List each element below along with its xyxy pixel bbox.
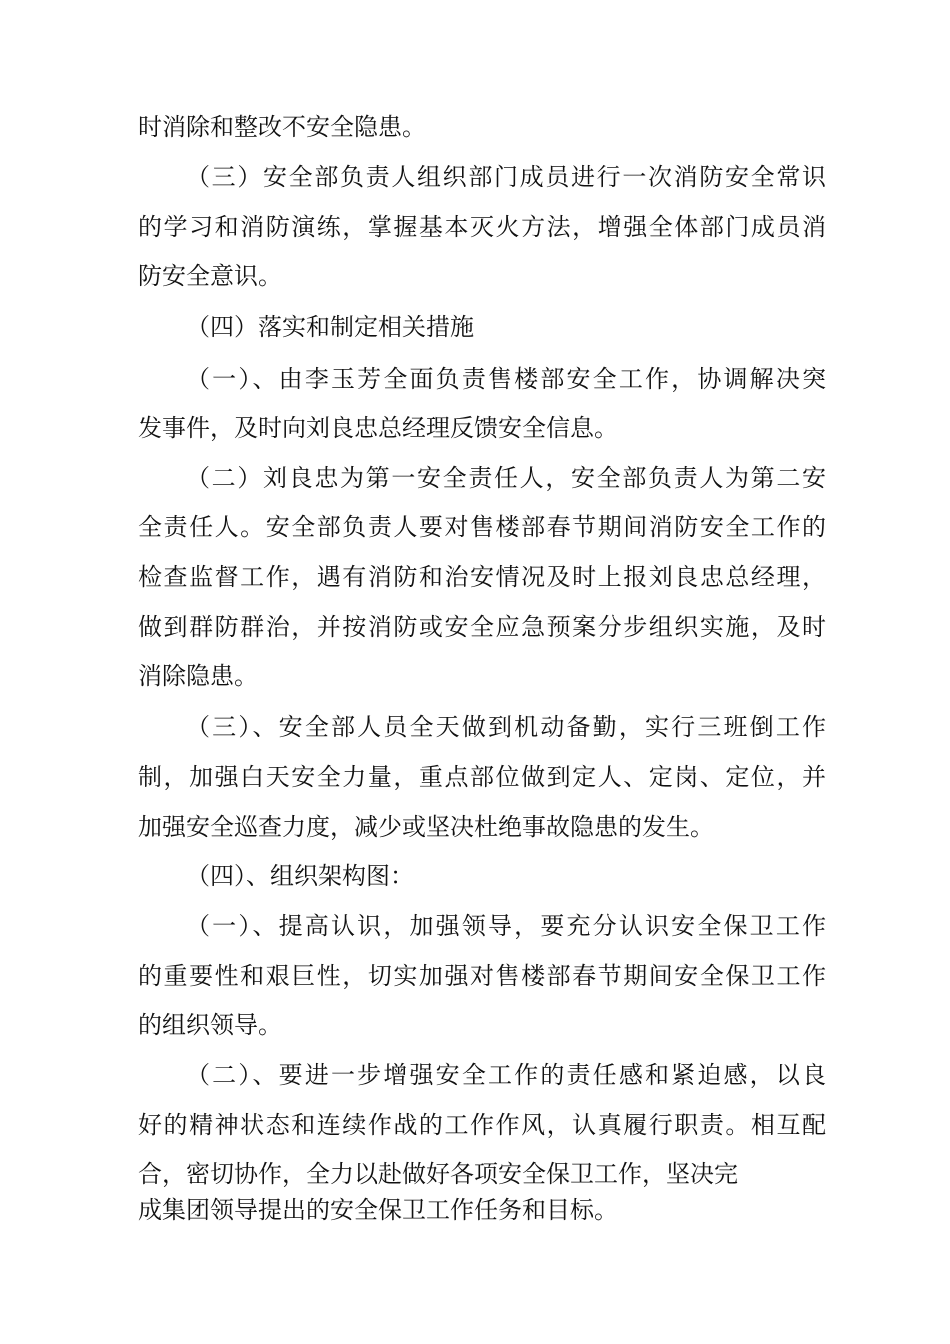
text-line: 合，密切协作，全力以赴做好各项安全保卫工作，坚决完 [138, 1160, 738, 1188]
text-line: （四）落实和制定相关措施 [186, 313, 474, 341]
text-line: 时消除和整改不安全隐患。 [138, 113, 426, 141]
text-line: 制，加强白天安全力量，重点部位做到定人、定岗、定位，并 [138, 763, 826, 791]
text-line: （一）、由李玉芳全面负责售楼部安全工作，协调解决突 [186, 365, 826, 393]
text-line: （三）安全部负责人组织部门成员进行一次消防安全常识 [186, 163, 826, 191]
text-line: （二）、要进一步增强安全工作的责任感和紧迫感，以良 [186, 1061, 826, 1089]
text-line: 加强安全巡查力度，减少或坚决杜绝事故隐患的发生。 [138, 813, 714, 841]
text-line: 成集团领导提出的安全保卫工作任务和目标。 [138, 1196, 618, 1224]
text-line: 防安全意识。 [138, 262, 282, 290]
text-line: 消除隐患。 [138, 662, 258, 690]
text-line: 全责任人。安全部负责人要对售楼部春节期间消防安全工作的 [138, 513, 826, 541]
text-line: 的学习和消防演练，掌握基本灭火方法，增强全体部门成员消 [138, 213, 826, 241]
text-line: 好的精神状态和连续作战的工作作风，认真履行职责。相互配 [138, 1111, 826, 1139]
text-line: 检查监督工作，遇有消防和治安情况及时上报刘良忠总经理， [138, 563, 826, 591]
text-line: （一）、提高认识，加强领导，要充分认识安全保卫工作 [186, 912, 826, 940]
text-line: 的重要性和艰巨性，切实加强对售楼部春节期间安全保卫工作 [138, 962, 826, 990]
text-line: （二）刘良忠为第一安全责任人，安全部负责人为第二安 [186, 464, 826, 492]
text-line: 发事件，及时向刘良忠总经理反馈安全信息。 [138, 414, 618, 442]
text-line: （四）、组织架构图： [186, 862, 414, 890]
text-line: 做到群防群治，并按消防或安全应急预案分步组织实施，及时 [138, 613, 826, 641]
text-line: 的组织领导。 [138, 1011, 282, 1039]
text-line: （三）、安全部人员全天做到机动备勤，实行三班倒工作 [186, 713, 826, 741]
